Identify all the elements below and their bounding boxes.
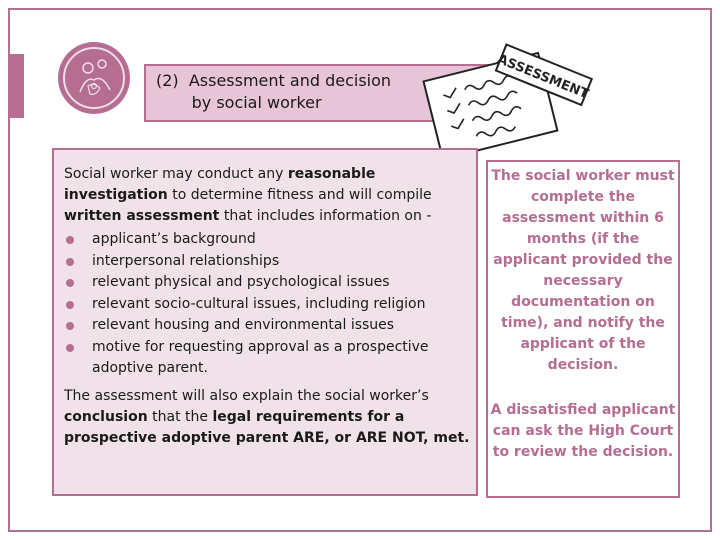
- intro-text-2: to determine fitness and will compile: [167, 187, 432, 203]
- bullet-icon: [66, 344, 74, 352]
- bullet-icon: [66, 258, 74, 266]
- list-item: [64, 272, 476, 294]
- intro-text-3: that includes information on -: [219, 208, 432, 224]
- list-item: [64, 251, 476, 273]
- criteria-list: [64, 229, 476, 380]
- bullet-icon: [66, 236, 74, 244]
- conclusion-bold-2: legal requirements for a prospective adoptive parent ARE, or ARE NOT, met.: [64, 408, 470, 446]
- slide-title: (2) Assessment and decision by social worker: [156, 71, 392, 112]
- list-item-text: applicant’s background: [92, 231, 256, 247]
- intro-bold-2: written assessment: [64, 208, 220, 224]
- conclusion-bold-1: conclusion: [64, 408, 148, 425]
- bullet-icon: [66, 301, 74, 309]
- accent-band: [8, 54, 24, 118]
- icon-badge-text: ASSESSMENT: [495, 51, 591, 103]
- list-item-text: interpersonal relationships: [92, 252, 280, 269]
- review-note: A dissatisfied applicant can ask the High Court to review the decision.: [490, 402, 676, 460]
- side-note-box: [486, 160, 680, 498]
- assessment-document-icon: [412, 38, 600, 152]
- list-item-text: relevant housing and environmental issues: [92, 317, 395, 333]
- list-item: [64, 229, 476, 251]
- list-item-text: motive for requesting approval as a prospective adoptive parent.: [92, 338, 429, 376]
- list-item-text: relevant socio-cultural issues, including religion: [92, 295, 426, 312]
- deadline-note: The social worker must complete the assessment within 6 months (if the applicant provided the necessary documentation on time), and notify the applicant of the decision.: [491, 168, 675, 373]
- bullet-icon: [66, 279, 74, 287]
- intro-bold-1: reasonable investigation: [64, 166, 376, 203]
- main-content-box: [52, 148, 478, 496]
- conclusion-paragraph: [64, 386, 476, 449]
- list-item: [64, 294, 476, 316]
- list-item-text: relevant physical and psychological issues: [92, 274, 390, 290]
- family-logo-icon: [58, 42, 130, 114]
- intro-text-1: Social worker may conduct any: [64, 166, 288, 182]
- intro-paragraph: [64, 164, 476, 227]
- conclusion-text-1: The assessment will also explain the social worker’s: [64, 387, 429, 404]
- family-figures-icon: [58, 42, 130, 114]
- list-item: [64, 315, 476, 337]
- list-item: [64, 337, 476, 380]
- bullet-icon: [66, 322, 74, 330]
- conclusion-text-2: that the: [147, 408, 213, 425]
